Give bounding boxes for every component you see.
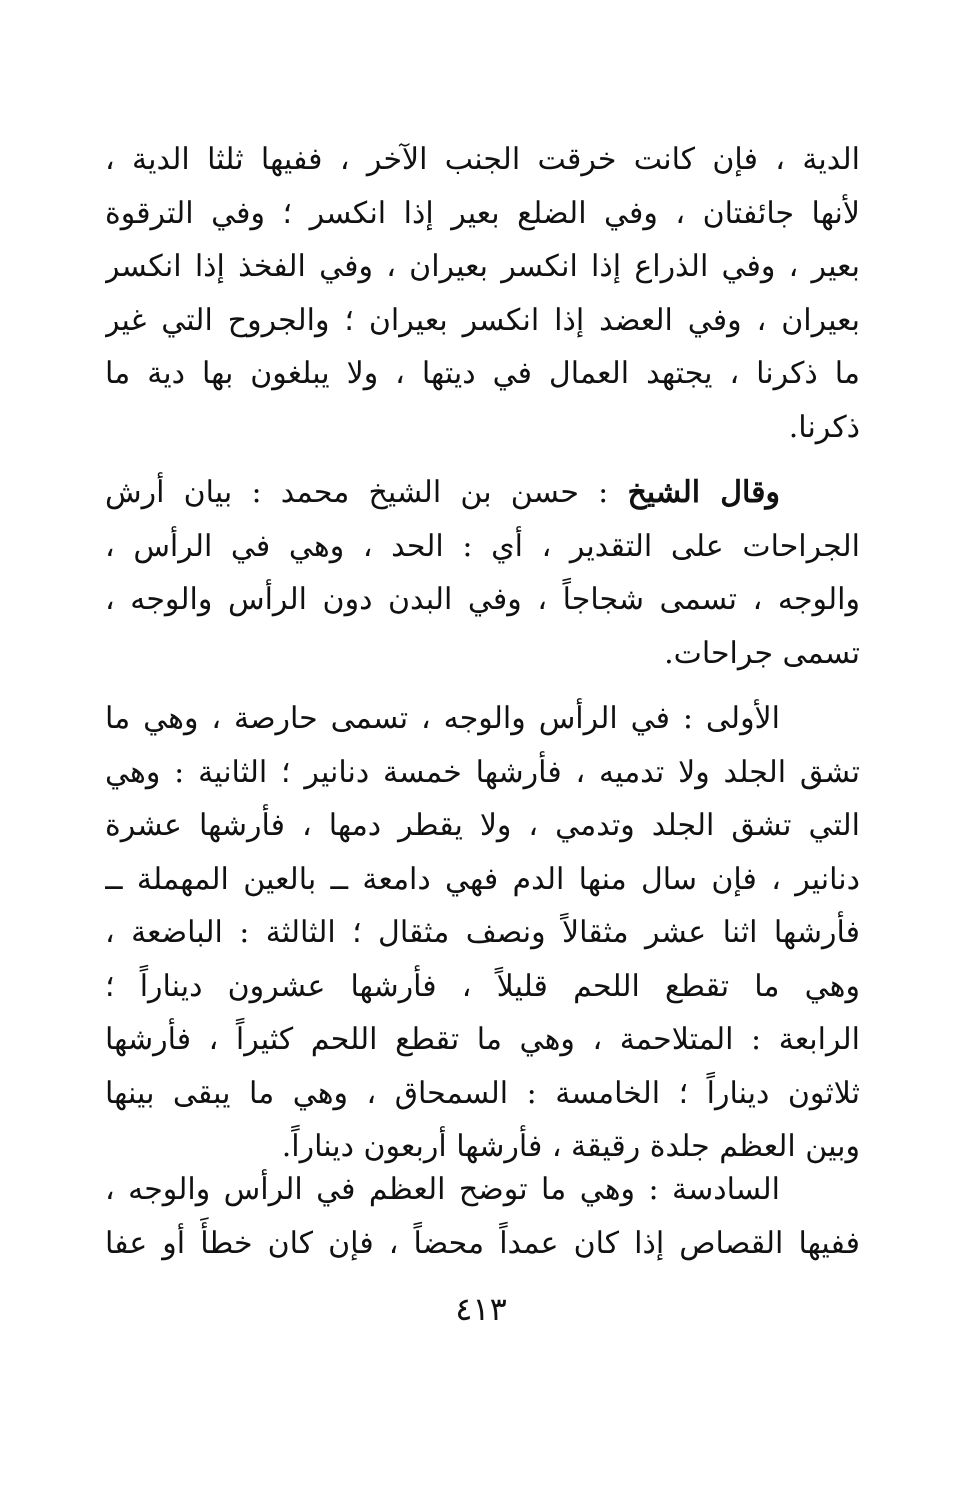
text-line: الجراحات على التقدير ، أي : الحد ، وهي في الرأس ،	[105, 528, 860, 564]
text-line: وبين العظم جلدة رقيقة ، فأرشها أربعون ديناراً.	[281, 1129, 860, 1164]
paragraph-3	[105, 692, 860, 1174]
text-fragment: : حسن بن الشيخ محمد : بيان أرش	[105, 475, 628, 510]
paragraph-4	[105, 1163, 860, 1270]
speaker-heading: وقال الشيخ	[627, 475, 780, 510]
text-line: دنانير ، فإن سال منها الدم فهي دامعة ــ بالعين المهملة ــ	[105, 861, 860, 897]
text-line: السادسة : وهي ما توضح العظم في الرأس والوجه ،	[105, 1172, 780, 1207]
text-line: تشق الجلد ولا تدميه ، فأرشها خمسة دنانير ؛ الثانية : وهي	[105, 754, 860, 790]
text-line: بعيران ، وفي العضد إذا انكسر بعيران ؛ والجروح التي غير	[105, 302, 860, 338]
text-line: لأنها جائفتان ، وفي الضلع بعير إذا انكسر ؛ وفي الترقوة	[105, 195, 860, 231]
paragraph-2	[105, 466, 860, 680]
text-line: بعير ، وفي الذراع إذا انكسر بعيران ، وفي الفخذ إذا انكسر	[105, 249, 860, 284]
text-line: الأولى : في الرأس والوجه ، تسمى حارصة ، وهي ما	[105, 701, 780, 736]
text-line: ذكرنا.	[788, 409, 860, 445]
text-line: تسمى جراحات.	[664, 635, 860, 671]
text-line: التي تشق الجلد وتدمي ، ولا يقطر دمها ، فأرشها عشرة	[105, 808, 860, 843]
text-line: وهي ما تقطع اللحم قليلاً ، فأرشها عشرون ديناراً ؛	[105, 968, 860, 1004]
text-line: فأرشها اثنا عشر مثقالاً ونصف مثقال ؛ الثالثة : الباضعة ،	[105, 915, 860, 950]
text-line: والوجه ، تسمى شجاجاً ، وفي البدن دون الرأس والوجه ،	[105, 582, 860, 617]
text-line-first	[105, 466, 860, 520]
text-line: ثلاثون ديناراً ؛ الخامسة : السمحاق ، وهي ما يبقى بينها	[105, 1075, 860, 1111]
text-line: ففيها القصاص إذا كان عمداً محضاً ، فإن كان خطأً أو عفا	[105, 1225, 860, 1261]
text-line: الرابعة : المتلاحمة ، وهي ما تقطع اللحم كثيراً ، فأرشها	[105, 1022, 860, 1057]
paragraph-1	[105, 133, 860, 454]
text-line: ما ذكرنا ، يجتهد العمال في ديتها ، ولا يبلغون بها دية ما	[105, 356, 860, 391]
text-line: الدية ، فإن كانت خرقت الجنب الآخر ، ففيها ثلثا الدية ،	[105, 142, 860, 177]
page-number: ٤١٣	[455, 1290, 507, 1328]
